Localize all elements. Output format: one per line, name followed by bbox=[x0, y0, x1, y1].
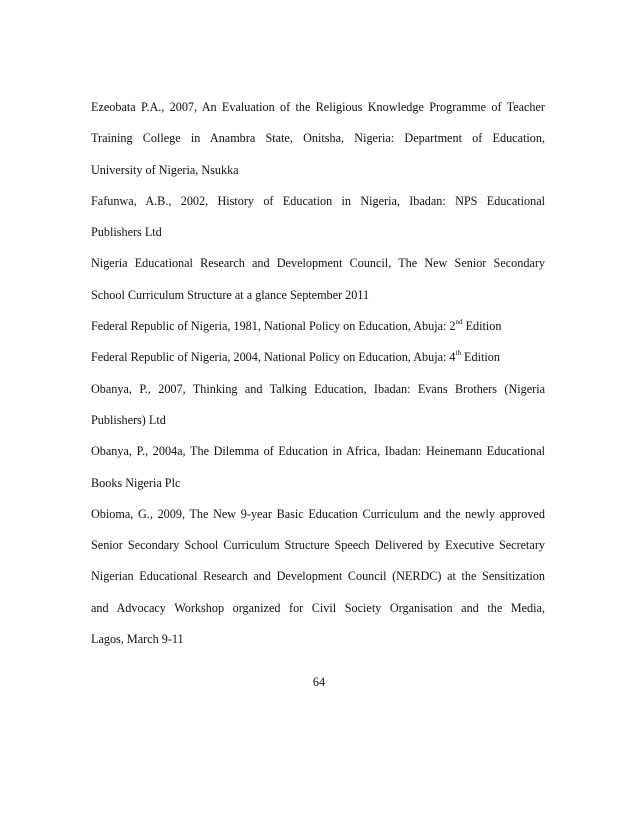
reference-line bbox=[91, 342, 545, 373]
reference-line: and Advocacy Workshop organized for Civil Society Organisation and the Media, bbox=[91, 600, 545, 615]
reference-line: University of Nigeria, Nsukka bbox=[91, 162, 239, 177]
reference-line bbox=[91, 311, 545, 342]
reference-line: Senior Secondary School Curriculum Structure Speech Delivered by Executive Secretary bbox=[91, 538, 545, 553]
reference-line: Obanya, P., 2004a, The Dilemma of Education in Africa, Ibadan: Heinemann Educational bbox=[91, 444, 545, 459]
reference-line: Publishers Ltd bbox=[91, 225, 162, 240]
page-number: 64 bbox=[312, 675, 326, 689]
reference-text: Federal Republic of Nigeria, 2004, National Policy on Education, Abuja: 4 bbox=[91, 350, 456, 365]
ref-frn-2004 bbox=[91, 342, 545, 373]
reference-line: Obanya, P., 2007, Thinking and Talking Education, Ibadan: Evans Brothers (Nigeria bbox=[91, 381, 545, 396]
reference-list bbox=[91, 92, 545, 655]
reference-line: Ezeobata P.A., 2007, An Evaluation of the Religious Knowledge Programme of Teacher bbox=[91, 100, 545, 114]
ordinal-superscript: th bbox=[455, 349, 461, 358]
ref-fafunwa-2002 bbox=[91, 186, 545, 249]
ordinal-superscript: nd bbox=[455, 318, 463, 327]
reference-text-suffix: Edition bbox=[462, 319, 502, 334]
reference-line: Lagos, March 9-11 bbox=[91, 632, 184, 647]
reference-line: Training College in Anambra State, Onitsha, Nigeria: Department of Education, bbox=[91, 131, 545, 146]
ref-frn-1981 bbox=[91, 311, 545, 342]
reference-line: Obioma, G., 2009, The New 9-year Basic Education Curriculum and the newly approved bbox=[91, 506, 545, 521]
reference-line: Books Nigeria Plc bbox=[91, 475, 181, 490]
reference-line: Fafunwa, A.B., 2002, History of Education in Nigeria, Ibadan: NPS Educational bbox=[91, 193, 545, 208]
ref-obanya-2004a bbox=[91, 436, 545, 499]
ref-ezeobata-2007 bbox=[91, 92, 545, 186]
ref-obioma-2009 bbox=[91, 499, 545, 655]
reference-line: Nigerian Educational Research and Development Council (NERDC) at the Sensitization bbox=[91, 569, 545, 584]
reference-line: Nigeria Educational Research and Development Council, The New Senior Secondary bbox=[91, 256, 545, 271]
ref-obanya-2007 bbox=[91, 374, 545, 437]
reference-line: Publishers) Ltd bbox=[91, 412, 166, 427]
reference-text-suffix: Edition bbox=[460, 350, 500, 365]
reference-line: School Curriculum Structure at a glance September 2011 bbox=[91, 287, 370, 302]
reference-text: Federal Republic of Nigeria, 1981, National Policy on Education, Abuja: 2 bbox=[91, 319, 456, 334]
ref-nerdc-2011 bbox=[91, 248, 545, 311]
